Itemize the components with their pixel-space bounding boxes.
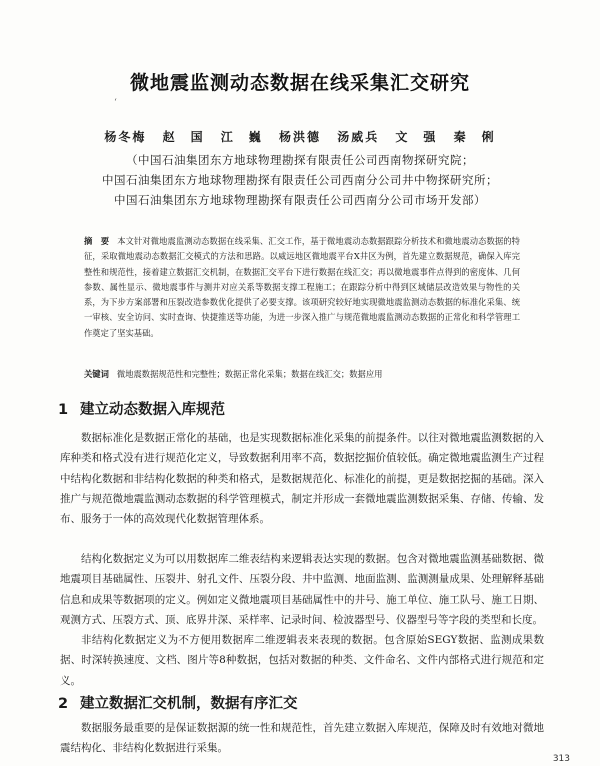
- affiliation-line: （中国石油集团东方地球物理勘探有限责任公司西南物探研究院；: [126, 153, 474, 167]
- section-title: 建立动态数据入库规范: [80, 402, 225, 418]
- body-paragraph: 非结构化数据定义为不方便用数据库二维逻辑表来表现的数据。包含原始SEGY数据、监测成果数据、时深转换速度、文档、图片等8种数据，包括对数据的种类、文件命名、文件内部格式进行规范和定义。: [60, 634, 544, 687]
- affiliation-line: 中国石油集团东方地球物理勘探有限责任公司西南分公司市场开发部）: [114, 193, 486, 207]
- abstract-block: [84, 234, 520, 341]
- section-title: 建立数据汇交机制，数据有序汇交: [80, 696, 298, 712]
- author: 杨洪德: [278, 130, 321, 144]
- author-list: [0, 128, 600, 145]
- section-number: 2: [58, 696, 69, 712]
- section-number: 1: [58, 402, 69, 418]
- body-paragraph: 数据标准化是数据正常化的基础，也是实现数据标准化采集的前提条件。以往对微地震监测数据的入库种类和格式没有进行规范化定义，导致数据利用率不高，数据挖掘价值较低。确定微地震监测生产过程中结构化数据和非结构化数据的种类和格式，是数据规范化、标准化的前提，更是数据挖掘的基础。深入推广与规范微地震监测动态数据的科学管理模式，制定并形成一套微地震监测数据采集、存储、传输、发布、服务于一体的高效现代化数据管理体系。: [60, 432, 544, 526]
- author: 杨冬梅: [104, 130, 147, 144]
- keywords-label: 关键词: [84, 369, 109, 379]
- abstract-label: 摘 要: [84, 236, 110, 246]
- section-heading: [58, 398, 225, 419]
- keywords-block: [84, 367, 520, 381]
- keywords-text: 微地震数据规范性和完整性；数据正常化采集；数据在线汇交；数据应用: [116, 369, 383, 379]
- section-heading: [58, 692, 298, 713]
- author: 汤威兵: [337, 130, 380, 144]
- author: 赵 国: [162, 130, 205, 144]
- abstract-text: 本文针对微地震监测动态数据在线采集、汇交工作，基于微地震动态数据跟踪分析技术和微地震动态数据的特征，采取微地震动态数据汇交模式的方法和思路。以威远地区微地震平台X井区为例，首先建立数据规范，确保入库完整性和规范性，接着建立数据汇交机制，在数据汇交平台下进行数据在线汇交；再以微地震事件点得到的密度体、几何参数、属性显示、微地震事件与测井对应关系等数据支撑工程施工；在跟踪分析中得到区域储层改造效果与物性的关系，为下步方案部署和压裂改造参数优化提供了必要支撑。该项研究较好地实现微地震监测动态数据的标准化采集、统一审核、安全访问、实时查询、快捷推送等功能，为进一步深入推广与规范微地震监测动态数据的正常化和科学管理工作奠定了坚实基础。: [84, 236, 520, 338]
- author: 文 强: [395, 130, 438, 144]
- body-paragraph: 结构化数据定义为可以用数据库二维表结构来逻辑表达实现的数据。包含对微地震监测基础数据、微地震项目基础属性、压裂井、射孔文件、压裂分段、井中监测、地面监测、监测测量成果、处理解释基础信息和成果等数据项的定义。例如定义微地震项目基础属性中的井号、施工单位、施工队号、施工日期、观测方式、压裂方式、顶、底界井深、采样率、记录时间、检波器型号、仪器型号等字段的类型和长度。: [60, 553, 544, 626]
- page-number: 313: [552, 754, 570, 764]
- affiliation-line: 中国石油集团东方地球物理勘探有限责任公司西南分公司井中物探研究所；: [102, 173, 498, 187]
- body-paragraph: 数据服务最重要的是保证数据源的统一性和规范性，首先建立数据入库规范，保障及时有效地对微地震结构化、非结构化数据进行采集。: [60, 722, 544, 755]
- paper-title: 微地震监测动态数据在线采集汇交研究: [129, 72, 470, 94]
- author: 秦 俐: [453, 130, 496, 144]
- author: 江 巍: [220, 130, 263, 144]
- scan-mark: ‘: [114, 98, 117, 108]
